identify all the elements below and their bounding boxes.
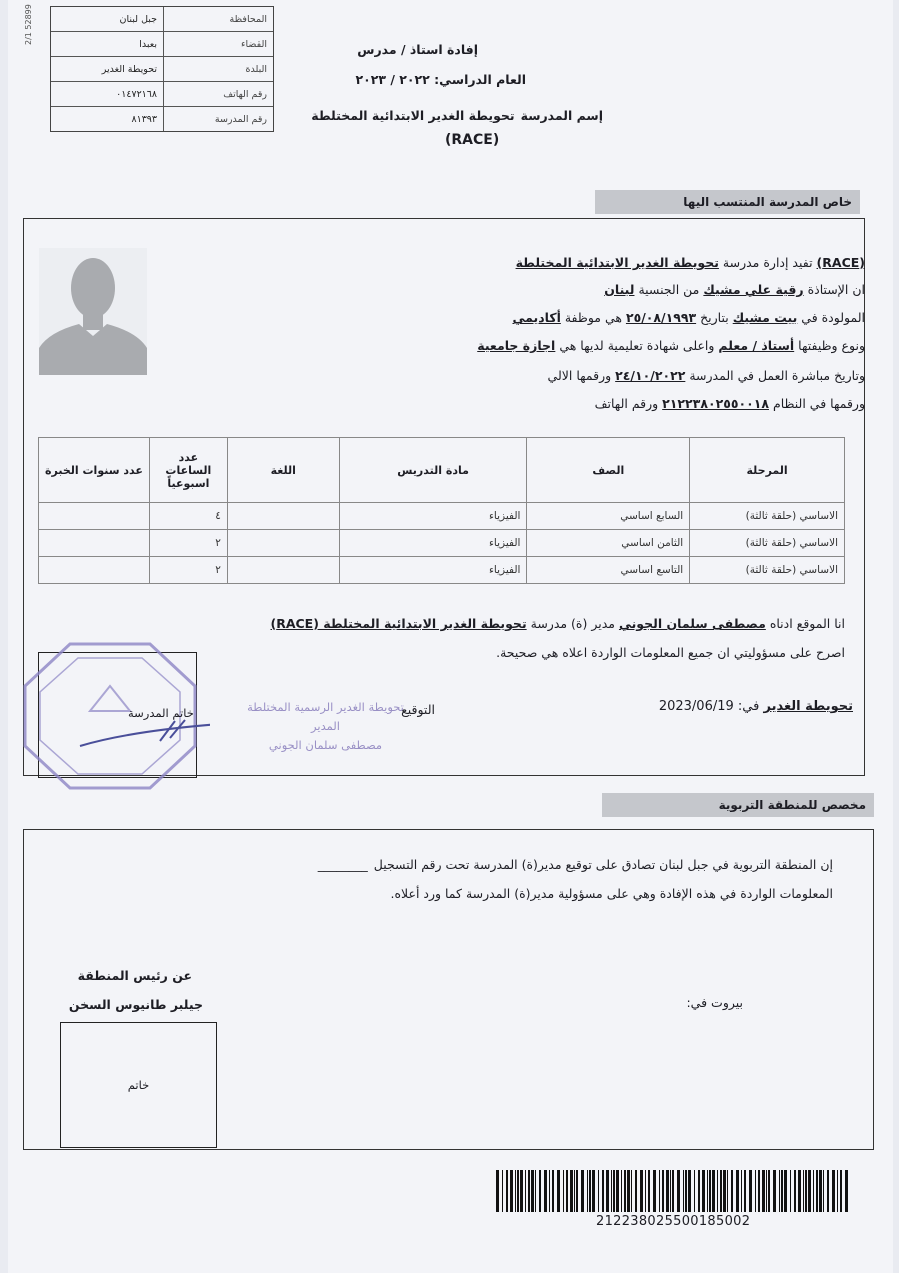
region-line-2: المعلومات الواردة في هذه الإفادة وهي على مسؤولية مدير(ة) المدرسة كما ورد أعلاه. — [390, 886, 833, 901]
barcode-bar — [631, 1170, 632, 1212]
barcode-bar — [672, 1170, 674, 1212]
table-header-row — [39, 438, 845, 503]
date-label: في: — [733, 699, 764, 714]
barcode-bar — [813, 1170, 814, 1212]
p1-school: تحويطة الغدير الابتدائية المختلطة — [515, 255, 719, 270]
barcode-bar — [845, 1170, 848, 1212]
table-header-cell: عدد الساعات اسبوعياً — [149, 438, 227, 503]
barcode-bar — [566, 1170, 568, 1212]
p-line-6 — [595, 390, 865, 417]
barcode-bar — [613, 1170, 615, 1212]
barcode-bar — [611, 1170, 612, 1212]
barcode-bar — [645, 1170, 646, 1212]
barcode-bar — [557, 1170, 560, 1212]
info-row — [51, 107, 273, 131]
info-label: رقم المدرسة — [163, 107, 273, 131]
barcode-bar — [535, 1170, 536, 1212]
region-stamp-label: خاتم — [127, 1078, 150, 1092]
barcode-bar — [502, 1170, 503, 1212]
barcode-bar — [576, 1170, 578, 1212]
table-cell: الاساسي (حلقة ثالثة) — [690, 530, 845, 557]
declaration-line-1 — [270, 616, 845, 631]
table-header-cell: اللغة — [227, 438, 339, 503]
table-row — [39, 503, 845, 530]
p3-mid2: هي موظفة — [560, 310, 626, 325]
barcode-bar — [496, 1170, 499, 1212]
barcode-bar — [823, 1170, 824, 1212]
barcode-bar — [712, 1170, 715, 1212]
table-cell: الفيزياء — [339, 557, 527, 584]
info-value: جبل لبنان — [119, 13, 157, 25]
info-value: بعبدا — [139, 38, 157, 50]
barcode-bar — [816, 1170, 818, 1212]
p5-end: ورقمها الالي — [547, 368, 616, 383]
barcode-bar — [768, 1170, 770, 1212]
barcode-bar — [744, 1170, 746, 1212]
barcode-bar — [598, 1170, 599, 1212]
stamp-line-2: المدير — [311, 719, 340, 733]
barcode-bar — [606, 1170, 609, 1212]
table-cell — [227, 530, 339, 557]
barcode-bar — [694, 1170, 695, 1212]
principal-stamp — [208, 698, 443, 755]
side-code: 2/1 52899 — [24, 4, 33, 45]
barcode-bar — [784, 1170, 787, 1212]
race-label: (RACE) — [445, 132, 500, 148]
barcode-bar — [621, 1170, 622, 1212]
head-name: جيلبر طانيوس السخن — [68, 997, 203, 1012]
table-cell: الاساسي (حلقة ثالثة) — [690, 503, 845, 530]
p4-mid: واعلى شهادة تعليمية لديها هي — [555, 338, 719, 353]
system-number: ٢١٢٢٣٨٠٢٥٥٠٠١٨ — [662, 396, 769, 411]
barcode-bar — [549, 1170, 550, 1212]
section-region-bar: مخصص للمنطقة التربوية — [602, 793, 874, 817]
barcode-bar — [755, 1170, 756, 1212]
school-info-table — [50, 6, 274, 132]
table-cell: الفيزياء — [339, 530, 527, 557]
barcode-bar — [653, 1170, 656, 1212]
barcode-bar — [574, 1170, 575, 1212]
barcode-bar — [766, 1170, 767, 1212]
barcode-bar — [662, 1170, 664, 1212]
p-line-3 — [512, 304, 865, 331]
date: 2023/06/19 — [658, 699, 734, 714]
p2-mid: من الجنسية — [634, 282, 704, 297]
nationality: لبنان — [604, 282, 635, 297]
courses-table — [38, 437, 845, 584]
table-cell — [227, 503, 339, 530]
p1-text: تفيد إدارة مدرسة — [718, 255, 817, 270]
info-row — [51, 57, 273, 82]
barcode-bar — [781, 1170, 783, 1212]
decl-text: انا الموقع ادناه — [765, 616, 845, 631]
job-type: أكاديمي — [512, 310, 561, 325]
barcode-bar — [528, 1170, 530, 1212]
barcode-bar — [727, 1170, 728, 1212]
academic-year: العام الدراسي: ٢٠٢٢ / ٢٠٢٣ — [355, 72, 526, 87]
table-header-cell: المرحلة — [690, 438, 845, 503]
barcode-bar — [837, 1170, 838, 1212]
table-cell: ٤ — [149, 503, 227, 530]
barcode-bar — [819, 1170, 822, 1212]
table-cell: التاسع اساسي — [527, 557, 690, 584]
barcode-bar — [794, 1170, 796, 1212]
barcode-bar — [683, 1170, 684, 1212]
registration-blank: ________ — [317, 857, 368, 872]
table-header-cell: مادة التدريس — [339, 438, 527, 503]
barcode-bar — [702, 1170, 705, 1212]
stamp-line-1: تحويطة الغدير الرسمية المختلطة — [247, 700, 404, 714]
table-row — [39, 557, 845, 584]
teacher-name: رقية علي مشيك — [703, 282, 804, 297]
barcode-bar — [635, 1170, 637, 1212]
school-name-value: تحويطة الغدير الابتدائية المختلطة — [311, 108, 515, 123]
barcode-bar — [506, 1170, 508, 1212]
barcode-bar — [666, 1170, 669, 1212]
barcode-bar — [570, 1170, 573, 1212]
start-date: ٢٤/١٠/٢٠٢٢ — [615, 368, 686, 383]
p3-text: المولودة في — [797, 310, 865, 325]
info-value: ٠١٤٧٢١٦٨ — [116, 88, 157, 100]
principal-name: مصطفى سلمان الجوني — [618, 616, 766, 631]
barcode-bar — [587, 1170, 588, 1212]
barcode-bar — [736, 1170, 739, 1212]
person-photo-icon — [39, 248, 147, 375]
barcode-bar — [659, 1170, 660, 1212]
barcode-bar — [602, 1170, 604, 1212]
p6-text: ورقمها في النظام — [768, 396, 865, 411]
info-label: رقم الهاتف — [163, 82, 273, 106]
barcode-bar — [510, 1170, 513, 1212]
barcode-bar — [805, 1170, 807, 1212]
p3-mid: بتاريخ — [696, 310, 733, 325]
p-line-2 — [604, 276, 865, 303]
table-cell: الثامن اساسي — [527, 530, 690, 557]
barcode-bar — [731, 1170, 733, 1212]
table-cell — [227, 557, 339, 584]
barcode-bar — [581, 1170, 584, 1212]
barcode-icon — [496, 1170, 848, 1212]
decl-school: تحويطة الغدير الابتدائية المختلطة (RACE) — [270, 616, 527, 631]
table-header-cell: الصف — [527, 438, 690, 503]
barcode-bar — [627, 1170, 630, 1212]
barcode-bar — [688, 1170, 691, 1212]
p6-end: ورقم الهاتف — [594, 396, 663, 411]
barcode-bar — [640, 1170, 643, 1212]
info-row — [51, 32, 273, 57]
info-row — [51, 82, 273, 107]
table-cell — [39, 557, 150, 584]
barcode-bar — [592, 1170, 595, 1212]
race-tag: (RACE) — [816, 255, 865, 270]
barcode-bar — [539, 1170, 541, 1212]
info-label: البلدة — [163, 57, 273, 81]
p5-text: وتاريخ مباشرة العمل في المدرسة — [685, 368, 865, 383]
barcode-bar — [779, 1170, 780, 1212]
beirut-date: بيروت في: — [686, 995, 743, 1010]
document-title: إفادة استاذ / مدرس — [357, 42, 478, 57]
table-row — [39, 530, 845, 557]
p-line-5 — [548, 362, 865, 389]
declaration-line-2: اصرح على مسؤوليتي ان جميع المعلومات الواردة اعلاه هي صحيحة. — [496, 645, 845, 660]
barcode-bar — [685, 1170, 687, 1212]
region-stamp-box — [60, 1022, 217, 1148]
barcode-bar — [624, 1170, 626, 1212]
place-date — [659, 699, 853, 714]
barcode-bar — [531, 1170, 534, 1212]
table-cell: الفيزياء — [339, 503, 527, 530]
p-line-1 — [516, 249, 865, 276]
region-text-1: إن المنطقة التربوية في جبل لبنان تصادق على توقيع مدير(ة) المدرسة تحت رقم التسجيل — [373, 857, 833, 872]
info-label: المحافظة — [163, 7, 273, 31]
degree: اجازة جامعية — [477, 338, 556, 353]
barcode-bar — [517, 1170, 519, 1212]
p2-text: ان الإستاذة — [803, 282, 865, 297]
barcode-bar — [670, 1170, 671, 1212]
barcode-bar — [808, 1170, 811, 1212]
barcode-bar — [520, 1170, 523, 1212]
birth-date: ٢٥/٠٨/١٩٩٣ — [625, 310, 697, 325]
barcode-bar — [552, 1170, 554, 1212]
info-value: تحويطة الغدير — [101, 63, 157, 75]
barcode-bar — [762, 1170, 765, 1212]
table-cell: ٢ — [149, 557, 227, 584]
barcode-bar — [803, 1170, 804, 1212]
barcode-bar — [720, 1170, 722, 1212]
barcode-bar — [840, 1170, 842, 1212]
table-cell — [39, 530, 150, 557]
barcode-bar — [773, 1170, 776, 1212]
info-value: ٨١٣٩٣ — [131, 113, 157, 125]
table-cell — [39, 503, 150, 530]
decl-mid: مدير (ة) مدرسة — [526, 616, 619, 631]
school-name-line — [311, 108, 603, 123]
barcode-bar — [698, 1170, 700, 1212]
barcode-bar — [648, 1170, 650, 1212]
section-school-bar: خاص المدرسة المنتسب اليها — [595, 190, 860, 214]
stamp-line-3: مصطفى سلمان الجوني — [268, 738, 383, 752]
birth-place: بيت مشيك — [732, 310, 798, 325]
barcode-bar — [758, 1170, 760, 1212]
head-title: عن رئيس المنطقة — [77, 968, 192, 983]
barcode-bar — [749, 1170, 752, 1212]
document-page — [8, 0, 893, 1273]
table-cell: الاساسي (حلقة ثالثة) — [690, 557, 845, 584]
barcode-number: 212238025500185002 — [596, 1214, 751, 1229]
signature-label: التوقيع — [401, 702, 435, 717]
barcode-bar — [563, 1170, 564, 1212]
barcode-bar — [709, 1170, 711, 1212]
barcode-bar — [790, 1170, 791, 1212]
table-header-cell: عدد سنوات الخبرة — [39, 438, 150, 503]
school-name-label: إسم المدرسة — [520, 108, 603, 123]
barcode-bar — [741, 1170, 742, 1212]
barcode-bar — [589, 1170, 591, 1212]
region-line-1 — [318, 857, 833, 872]
info-row — [51, 7, 273, 32]
barcode-bar — [515, 1170, 516, 1212]
table-cell: السابع اساسي — [527, 503, 690, 530]
info-label: القضاء — [163, 32, 273, 56]
barcode-bar — [832, 1170, 835, 1212]
p-line-4 — [477, 332, 865, 359]
barcode-bar — [544, 1170, 547, 1212]
barcode-bar — [677, 1170, 680, 1212]
table-cell: ٢ — [149, 530, 227, 557]
barcode-bar — [717, 1170, 718, 1212]
barcode-bar — [707, 1170, 708, 1212]
barcode-bar — [798, 1170, 801, 1212]
barcode-bar — [827, 1170, 829, 1212]
school-stamp-label: خاتم المدرسة — [128, 706, 194, 720]
barcode-bar — [616, 1170, 619, 1212]
barcode-bar — [525, 1170, 526, 1212]
p4-text: ونوع وظيفتها — [794, 338, 865, 353]
job-role: أستاذ / معلم — [718, 338, 795, 353]
barcode-bar — [723, 1170, 726, 1212]
place: تحويطة الغدير — [763, 699, 853, 714]
